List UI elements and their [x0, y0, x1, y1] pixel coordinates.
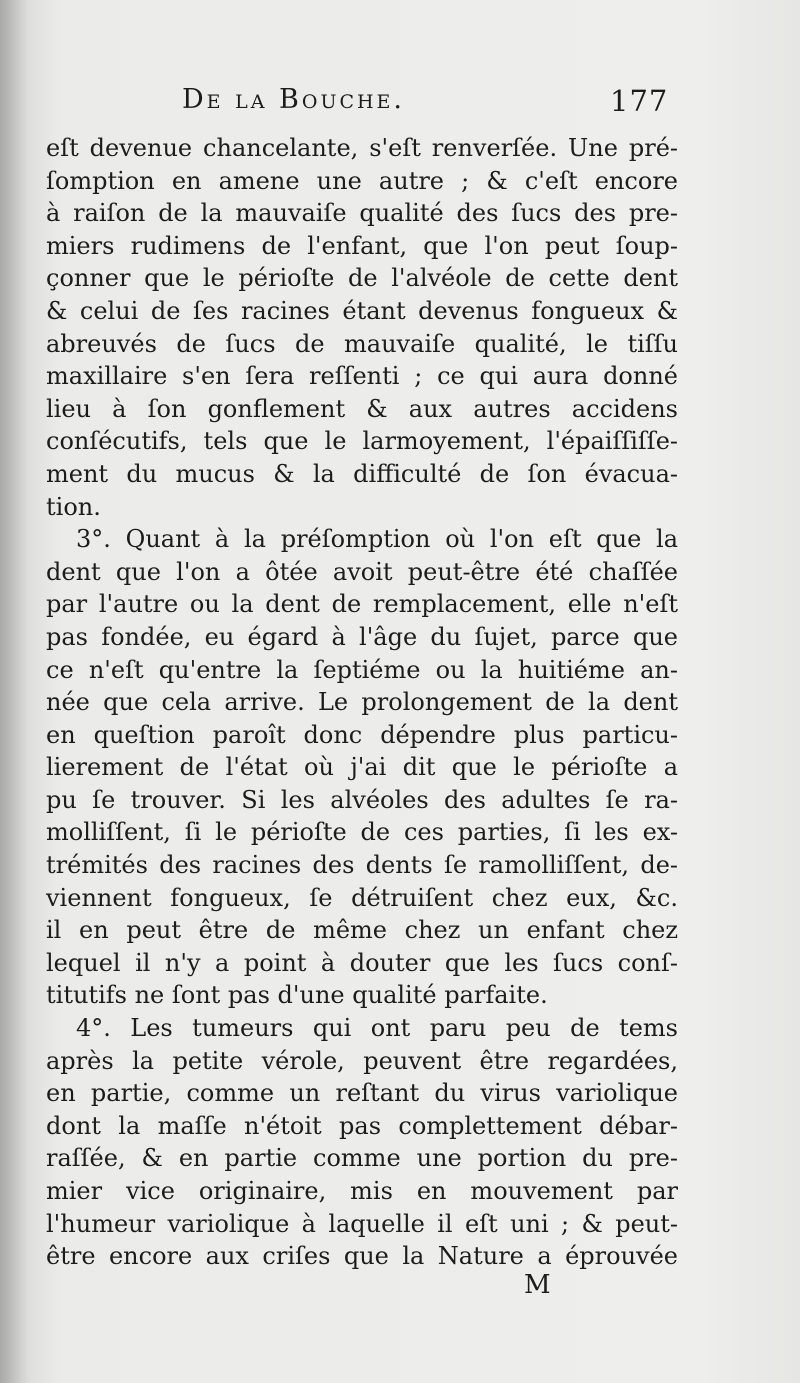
text-line: ment du mucus & la difficulté de ſon évacua- — [46, 459, 678, 488]
page-number: 177 — [610, 84, 669, 118]
text-line: dent que l'on a ôtée avoit peut-être été chaſſée — [46, 557, 678, 586]
text-line: être encore aux criſes que la Nature a éprouvée — [46, 1242, 678, 1271]
running-title: De la Bouche. — [182, 84, 406, 115]
text-line: raſſée, & en partie comme une portion du pre- — [46, 1144, 678, 1173]
text-line: ſomption en amene une autre ; & c'eſt encore — [46, 166, 678, 195]
text-line: par l'autre ou la dent de remplacement, elle n'eſt — [46, 590, 678, 619]
text-line: il en peut être de même chez un enfant chez — [46, 916, 678, 945]
text-line: après la petite vérole, peuvent être regardées, — [46, 1046, 678, 1075]
body-text — [46, 132, 678, 1273]
text-line: titutifs ne ſont pas d'une qualité parfaite. — [46, 981, 548, 1010]
text-line: lieu à ſon gonflement & aux autres accidens — [46, 394, 678, 423]
text-line: viennent fongueux, ſe détruiſent chez eux, &c. — [46, 883, 678, 912]
text-line: abreuvés de ſucs de mauvaiſe qualité, le tiſſu — [46, 329, 678, 358]
text-line: çonner que le périoſte de l'alvéole de cette dent — [46, 264, 678, 293]
text-line: pu ſe trouver. Si les alvéoles des adultes ſe ra- — [46, 785, 678, 814]
text-line: mier vice originaire, mis en mouvement par — [46, 1177, 678, 1205]
paragraph-start-line: 3°. Quant à la préſomption où l'on eſt que la — [76, 525, 678, 554]
paragraph-start-line: 4°. Les tumeurs qui ont paru peu de tems — [76, 1014, 678, 1043]
text-line: ce n'eſt qu'entre la ſeptiéme ou la huitiéme an- — [46, 655, 678, 684]
text-line: lierement de l'état où j'ai dit que le périoſte a — [46, 753, 678, 782]
page-header — [182, 84, 682, 126]
text-line: en queſtion paroît donc dépendre plus particu- — [46, 720, 678, 749]
text-line: molliſſent, ſi le périoſte de ces parties, ſi les ex- — [46, 818, 678, 847]
text-line: miers rudimens de l'enfant, que l'on peut ſoup- — [46, 231, 678, 260]
text-line: tion. — [46, 492, 101, 521]
text-line: conſécutifs, tels que le larmoyement, l'épaiſſiſſe- — [46, 427, 678, 456]
text-line: pas fondée, eu égard à l'âge du ſujet, parce que — [46, 622, 678, 651]
text-line: à raiſon de la mauvaiſe qualité des ſucs des pre- — [46, 199, 678, 228]
text-line: l'humeur variolique à laquelle il eſt uni ; & peut- — [46, 1209, 678, 1238]
text-line: eſt devenue chancelante, s'eſt renverſée. Une pré- — [46, 134, 678, 162]
text-line: maxillaire s'en ſera reſſenti ; ce qui aura donné — [46, 362, 678, 391]
text-line: lequel il n'y a point à douter que les ſucs conſ- — [46, 948, 678, 977]
text-line: & celui de ſes racines étant devenus fongueux & — [46, 296, 678, 325]
text-line: dont la maſſe n'étoit pas complettement débar- — [46, 1111, 678, 1140]
gutter-shadow — [0, 0, 30, 1383]
signature-mark: M — [524, 1270, 552, 1300]
text-line: trémités des racines des dents ſe ramolliſſent, de- — [46, 851, 678, 880]
text-line: née que cela arrive. Le prolongement de la dent — [46, 688, 678, 717]
text-line: en partie, comme un reſtant du virus variolique — [46, 1079, 678, 1108]
